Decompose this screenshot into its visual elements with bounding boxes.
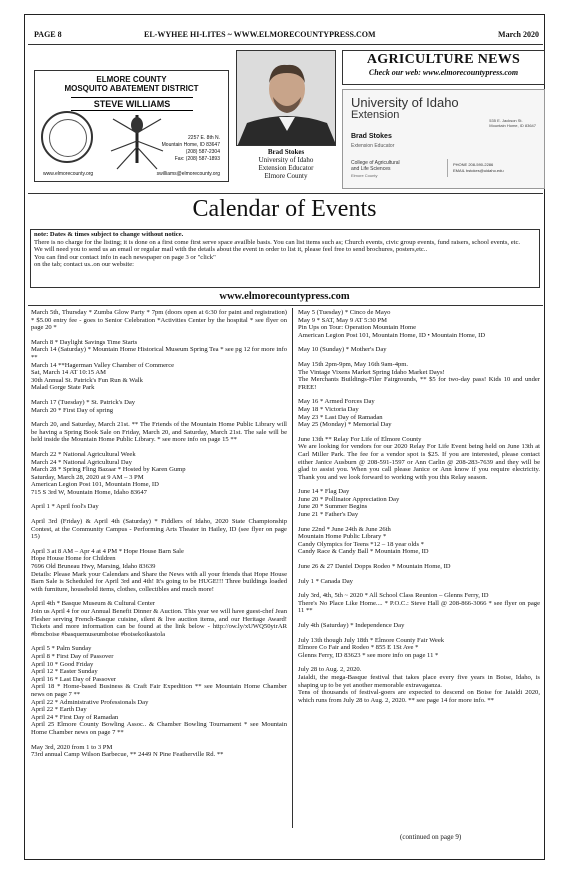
county-seal-icon xyxy=(41,111,93,163)
ad-contact-name: STEVE WILLIAMS xyxy=(71,97,193,111)
event-entry: March 17 (Tuesday) * St. Patrick's Day March 20 * First Day of spring xyxy=(31,398,136,414)
ad-website: www.elmorecounty.org xyxy=(43,171,94,177)
website-link[interactable]: www.elmorecountypress.com xyxy=(219,291,350,302)
ad-org-line2: MOSQUITO ABATEMENT DISTRICT xyxy=(64,84,199,93)
mosquito-icon xyxy=(107,111,167,171)
card-divider xyxy=(447,159,448,177)
continued-note: (continued on page 9) xyxy=(400,833,462,841)
note-heading: note: Dates & times subject to change without notice. xyxy=(34,231,184,238)
page-header xyxy=(34,30,545,44)
card-county: Elmore County xyxy=(351,173,378,178)
ad-address-block: 2257 E. 8th N. Mountain Home, ID 83647 (208) 587-2304 Fax: (208) 587-1893 xyxy=(161,135,220,162)
event-entry: May 15th 2pm-9pm, May 16th 9am-4pm. The Vintage Vixens Market Spring Idaho Market Days! The Merchants Buildings-Filer Fairgrounds, ** $5 for two-day pass! Kids 10 and under FREE! xyxy=(298,360,540,391)
event-entry: April 3rd (Friday) & April 4th (Saturday) * Fiddlers of Idaho, 2020 State Championship Contest, at the Community Campus - Performing Arts Theater in Hailey, ID (see flyer on page 15) xyxy=(31,518,287,541)
column-divider xyxy=(292,308,293,828)
page-number: PAGE 8 xyxy=(34,30,62,39)
agriculture-subtitle: Check our web: www.elmorecountypress.com xyxy=(368,68,519,77)
card-role: Extension Educator xyxy=(351,143,395,149)
event-entry: May 5 (Tuesday) * Cinco de Mayo May 9 * SAT, May 9 AT 5:30 PM Pin Ups on Tour: Operation Mountain Home American Legion Post 101, Mountain Home, ID • Mountain Home, ID xyxy=(298,309,486,339)
event-entry: March 8 * Daylight Savings Time Starts March 14 (Saturday) * Mountain Home Historical Museum Spring Tea * see pg 12 for more info ** March 14 **Hagerman Valley Chamber of Commerce Sat, March 14 AT 10:15 AM 30th Annual St. Patrick's Fun Run & Walk Malad Gorge State Park xyxy=(31,338,287,392)
events-column-right xyxy=(298,309,540,711)
agriculture-title: AGRICULTURE NEWS xyxy=(366,52,521,67)
card-college: College of Agricultural and Life Sciences xyxy=(351,160,400,172)
event-entry: July 1 * Canada Day xyxy=(298,577,353,585)
event-entry: March 5th, Thursday * Zumba Glow Party * 7pm (doors open at 6:30 for paint and registration) * $5.00 entry fee - goes to Senior Celebration *Activities Center by the hospital * see flyer on page 20 * xyxy=(31,309,287,332)
event-entry: July 3rd, 4th, 5th ~ 2020 * All School Class Reunion – Glenns Ferry, ID There's No Place Like Home.... * P.O.C.: Steve Hall @ 208-866-3066 * see flyer on page 11 ** xyxy=(298,592,540,615)
event-entry: May 16 * Armed Forces Day May 18 * Victoria Day May 23 * Last Day of Ramadan May 25 (Monday) * Memorial Day xyxy=(298,398,392,429)
note-body: There is no charge for the listing; it is done on a first come first serve space availble basis. You can list items such as; Church events, civic group events, fund raisers, school events, etc. We will need you to send us an email or regular mail with the details about the event in order to list it, please feel free to send brochures, posters,etc.. You can find our contact info in each newspaper on page 3 or "click" on the tab; contact us..on our website: xyxy=(34,238,521,269)
portrait-photo xyxy=(236,50,336,146)
calendar-title: Calendar of Events xyxy=(192,196,377,222)
calendar-note-box xyxy=(30,229,540,288)
uidaho-logo-line2: Extension xyxy=(351,109,400,121)
card-address: 535 E. Jackson St. Mountain Home, ID 83647 xyxy=(489,118,536,128)
event-entry: June 26 & 27 Daniel Dopps Rodeo * Mountain Home, ID xyxy=(298,563,451,571)
event-entry: May 3rd, 2020 from 1 to 3 PM 73rd annual Camp Wilson Barbecue, ** 2449 N Pine Featherville Rd. ** xyxy=(31,743,224,759)
event-entry: June 13th ** Relay For Life of Elmore County We are looking for vendors for our 2020 Relay For Life Event being held on June 13th at Carl Miller Park. The fee for a vendor spot is $25. If you are interested, please contact either Janice Ausburn @ 208-591-1597 or Ann Carlin @ 208-283-7639 and they will be glad to assist you. When you call please Janice or Ann know if you require electricity. Thank you and we look forward to working with you this Relay season. xyxy=(298,435,540,481)
event-entry: June 22nd * June 24th & June 26th Mountain Home Public Library * Candy Olympics for Teens *12 – 18 year olds * Candy Race & Candy Ball * Mountain Home, ID xyxy=(298,525,429,556)
masthead: EL-WYHEE HI-LITES ~ WWW.ELMORECOUNTYPRESS.COM xyxy=(144,30,376,39)
ad-email: swilliams@elmorecounty.org xyxy=(156,171,220,177)
issue-date: March 2020 xyxy=(498,30,539,39)
event-entry: July 4th (Saturday) * Independence Day xyxy=(298,622,405,629)
events-column-left xyxy=(31,309,287,766)
event-entry: March 20, and Saturday, March 21st. ** The Friends of the Mountain Home Public Library will be having a Spring Book Sale on Friday, March 20, and Saturday, March 21st. The sale will be held inside the Mountain Home Public Library. * see more info on page 15 ** xyxy=(31,421,287,444)
mosquito-abatement-ad xyxy=(34,70,229,182)
card-contact: PHONE 208-590-2286 EMAIL bstokes@uidaho.edu xyxy=(453,162,504,173)
photo-caption: Brad Stokes University of Idaho Extension Educator Elmore County xyxy=(258,148,314,180)
event-entry: April 3 at 8 AM – Apr 4 at 4 PM * Hope House Barn Sale Hope House Home for Children 7696 Old Bruneau Hwy, Marsing, Idaho 83639 Details: Please Mark your Calendars and Share the News with all your friends that Hope House Barn Sale is Scheduled for April 3rd and 4th! It's going to be HUGE!!! Three buildings loaded with furniture, household items, clothes, collectibles and much more! xyxy=(31,547,287,593)
uidaho-business-card xyxy=(342,89,545,189)
event-entry: April 1 * April fool's Day xyxy=(31,503,99,511)
uidaho-logo-line1: University of Idaho xyxy=(351,95,459,110)
event-entry: March 22 * National Agricultural Week March 24 * National Agricultural Day March 28 * Spring Fling Bazaar * Hosted by Karen Gump Saturday, March 28, 2020 at 9 AM – 3 PM American Legion Post 101, Mountain Home, ID 715 S 3rd W, Mountain Home, Idaho 83647 xyxy=(31,450,186,496)
event-entry: April 4th * Basque Museum & Cultural Center Join us April 4 for our Annual Benefit Dinner & Auction. This year we will have guest-chef Jean Flesher serving French-Basque cuisine, silent & live auction items, and our Heritage Award! Tickets and more information can be found at the link below - http://ow.ly/xUWQ50yirAR #bmcboise #basquemuseumboise #boisekoikastola xyxy=(31,600,287,638)
event-entry: June 14 * Flag Day June 20 * Pollinator Appreciation Day June 20 * Summer Begins June 21 * Father's Day xyxy=(298,488,400,519)
ad-org-line1: ELMORE COUNTY xyxy=(96,75,167,84)
agriculture-news-box xyxy=(342,50,545,85)
event-entry: May 10 (Sunday) * Mother's Day xyxy=(298,346,387,354)
section-rule xyxy=(28,193,543,194)
event-entry: July 13th though July 18th * Elmore County Fair Week Elmore Co Fair and Rodeo * 855 E 1St Ave * Glenns Ferry, ID 83623 * see more info on page 11 * xyxy=(298,636,445,659)
columns-rule xyxy=(28,305,543,306)
header-rule xyxy=(28,44,543,45)
card-name: Brad Stokes xyxy=(351,133,392,140)
event-entry: July 28 to Aug. 2, 2020. Jaialdi, the mega-Basque festival that takes place every five years in Boise, Idaho, is shaping up to be yet another memorable extravaganza. Tens of thousands of festival-goers are expected to descend on Boise for Jaialdi 2020, which runs from July 28 to Aug. 2, 2020. ** see page 14 for more info. ** xyxy=(298,666,540,704)
event-entry: April 5 * Palm Sunday April 8 * First Day of Passover April 10 * Good Friday April 12 * Easter Sunday April 16 * Last Day of Passover April 18 * Home-based Business & Craft Fair Expedition ** see Mountain Home Chamber news on page 7 ** April 22 * Administrative Professionals Day April 22 * Earth Day April 24 * First Day of Ramadan April 25 Elmore County Bowling Assoc.. & Chamber Bowling Tournament * see Mountain Home Chamber news on page 7 ** xyxy=(31,645,287,736)
